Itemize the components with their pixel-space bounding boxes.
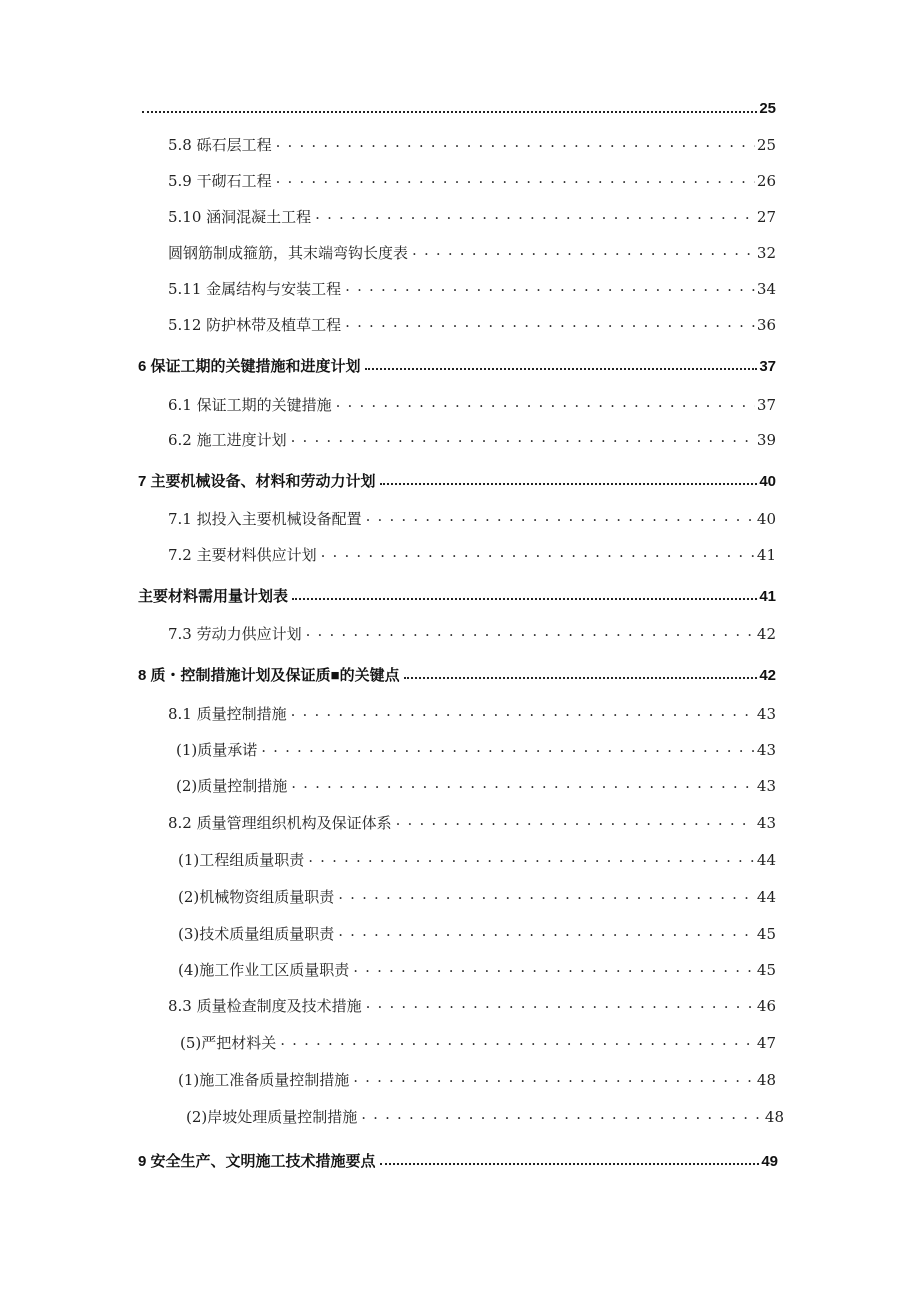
toc-leader [345, 279, 755, 294]
toc-entry[interactable] [168, 278, 776, 299]
toc-page-number: 25 [759, 100, 776, 117]
toc-entry-label: 5.11 金属结构与安装工程 [168, 280, 342, 298]
toc-entry-label: 5.9 干砌石工程 [168, 172, 272, 190]
toc-entry-label: 6.1 保证工期的关键措施 [168, 396, 332, 414]
toc-leader [292, 598, 757, 600]
toc-page-number: 25 [756, 136, 776, 154]
toc-leader [291, 704, 755, 719]
toc-page-number: 43 [756, 814, 776, 832]
toc-entry-label: (2)质量控制措施 [176, 777, 288, 795]
toc-entry[interactable] [168, 623, 776, 644]
toc-page-number: 48 [764, 1108, 784, 1126]
toc-leader [380, 1163, 760, 1165]
toc-page-number: 40 [756, 510, 776, 528]
toc-page-number: 49 [761, 1153, 778, 1170]
toc-entry[interactable] [168, 508, 776, 529]
toc-entry[interactable] [168, 206, 776, 227]
toc-entry[interactable] [178, 849, 776, 870]
toc-page-number: 37 [756, 396, 776, 414]
toc-entry[interactable] [178, 959, 776, 980]
toc-entry[interactable] [138, 664, 776, 685]
toc-leader [361, 1107, 763, 1122]
toc-leader [306, 624, 755, 639]
toc-entry[interactable] [180, 1032, 776, 1053]
toc-page-number: 32 [756, 244, 776, 262]
toc-entry-label: (3)技术质量组质量职责 [178, 925, 335, 943]
toc-page-number: 26 [756, 172, 776, 190]
toc-entry-label: (1)工程组质量职责 [178, 851, 305, 869]
toc-entry-label: (1)施工准备质量控制措施 [178, 1071, 350, 1089]
toc-page-number: 27 [756, 208, 776, 226]
toc-leader [404, 677, 758, 679]
toc-entry[interactable] [168, 170, 776, 191]
toc-leader [276, 135, 755, 150]
toc-entry-label: (1)质量承诺 [176, 741, 258, 759]
toc-entry-label: (2)机械物资组质量职责 [178, 888, 335, 906]
toc-leader [380, 483, 758, 485]
toc-page-number: 43 [756, 705, 776, 723]
toc-leader [321, 545, 755, 560]
toc-entry-label: 5.10 涵洞混凝土工程 [168, 208, 312, 226]
toc-entry-label: 8.3 质量检查制度及技术措施 [168, 997, 362, 1015]
toc-leader [366, 509, 755, 524]
toc-leader [142, 111, 757, 113]
toc-entry[interactable] [138, 1150, 778, 1171]
toc-page-number: 39 [756, 431, 776, 449]
toc-page-number: 45 [756, 925, 776, 943]
toc-page-number: 44 [756, 851, 776, 869]
toc-entry-label: 9 安全生产、文明施工技术措施要点 [138, 1153, 376, 1170]
toc-entry-label: 主要材料需用量计划表 [138, 588, 289, 605]
toc-entry-label: 7 主要机械设备、材料和劳动力计划 [138, 473, 376, 490]
toc-leader [291, 776, 755, 791]
toc-page-number: 41 [759, 588, 776, 605]
toc-leader [338, 887, 755, 902]
toc-entry-label: 8.1 质量控制措施 [168, 705, 287, 723]
toc-entry-label: (4)施工作业工区质量职责 [178, 961, 350, 979]
toc-entry[interactable] [168, 812, 776, 833]
toc-entry[interactable] [178, 923, 776, 944]
toc-page-number: 36 [756, 316, 776, 334]
toc-leader [396, 813, 755, 828]
toc-leader [336, 395, 755, 410]
toc-entry-label: (2)岸坡处理质量控制措施 [186, 1108, 358, 1126]
toc-entry[interactable] [168, 544, 776, 565]
toc-entry-label: 7.2 主要材料供应计划 [168, 546, 317, 564]
toc-leader [315, 207, 755, 222]
toc-page-number: 37 [759, 358, 776, 375]
toc-entry-label: 7.3 劳动力供应计划 [168, 625, 302, 643]
toc-page-number: 46 [756, 997, 776, 1015]
toc-leader [353, 960, 755, 975]
toc-entry[interactable] [168, 703, 776, 724]
toc-entry[interactable] [168, 314, 776, 335]
toc-page-number: 41 [756, 546, 776, 564]
toc-entry[interactable] [168, 134, 776, 155]
toc-leader [412, 243, 755, 258]
toc-leader [366, 996, 755, 1011]
toc-entry-label: 7.1 拟投入主要机械设备配置 [168, 510, 362, 528]
toc-entry[interactable] [138, 355, 776, 376]
toc-page-number: 44 [756, 888, 776, 906]
toc-page-number: 34 [756, 280, 776, 298]
toc-entry[interactable] [168, 429, 776, 450]
toc-entry[interactable] [168, 242, 776, 263]
toc-page-number: 48 [756, 1071, 776, 1089]
toc-entry-label: 6.2 施工进度计划 [168, 431, 287, 449]
toc-entry-label: 8 质・控制措施计划及保证质■的关键点 [138, 667, 400, 684]
toc-leader [345, 315, 755, 330]
toc-entry-label: 5.12 防护林带及植草工程 [168, 316, 342, 334]
toc-entry[interactable] [178, 1069, 776, 1090]
toc-leader [353, 1070, 755, 1085]
toc-leader [280, 1033, 755, 1048]
toc-entry[interactable] [186, 1106, 784, 1127]
toc-entry[interactable] [176, 739, 776, 760]
toc-leader [261, 740, 755, 755]
toc-page-number: 40 [759, 473, 776, 490]
toc-page-number: 42 [759, 667, 776, 684]
toc-entry[interactable] [178, 886, 776, 907]
toc-page-number: 47 [756, 1034, 776, 1052]
toc-page-number: 43 [756, 741, 776, 759]
toc-page-number: 43 [756, 777, 776, 795]
toc-entry[interactable] [138, 470, 776, 491]
toc-leader [291, 430, 755, 445]
toc-entry[interactable] [138, 100, 776, 117]
toc-entry-label: 圆钢筋制成箍筋，其末端弯钩长度表 [168, 244, 409, 262]
toc-entry[interactable] [168, 394, 776, 415]
toc-leader [276, 171, 755, 186]
toc-page-number: 42 [756, 625, 776, 643]
toc-entry[interactable] [168, 995, 776, 1016]
toc-entry[interactable] [138, 585, 776, 606]
toc-entry-label: (5)严把材料关 [180, 1034, 277, 1052]
toc-entry-label: 6 保证工期的关键措施和进度计划 [138, 358, 361, 375]
toc-leader [308, 850, 755, 865]
toc-leader [365, 368, 758, 370]
toc-entry-label: 5.8 砾石层工程 [168, 136, 272, 154]
toc-entry-label: 8.2 质量管理组织机构及保证体系 [168, 814, 392, 832]
toc-leader [338, 924, 755, 939]
toc-entry[interactable] [176, 775, 776, 796]
toc-page-number: 45 [756, 961, 776, 979]
